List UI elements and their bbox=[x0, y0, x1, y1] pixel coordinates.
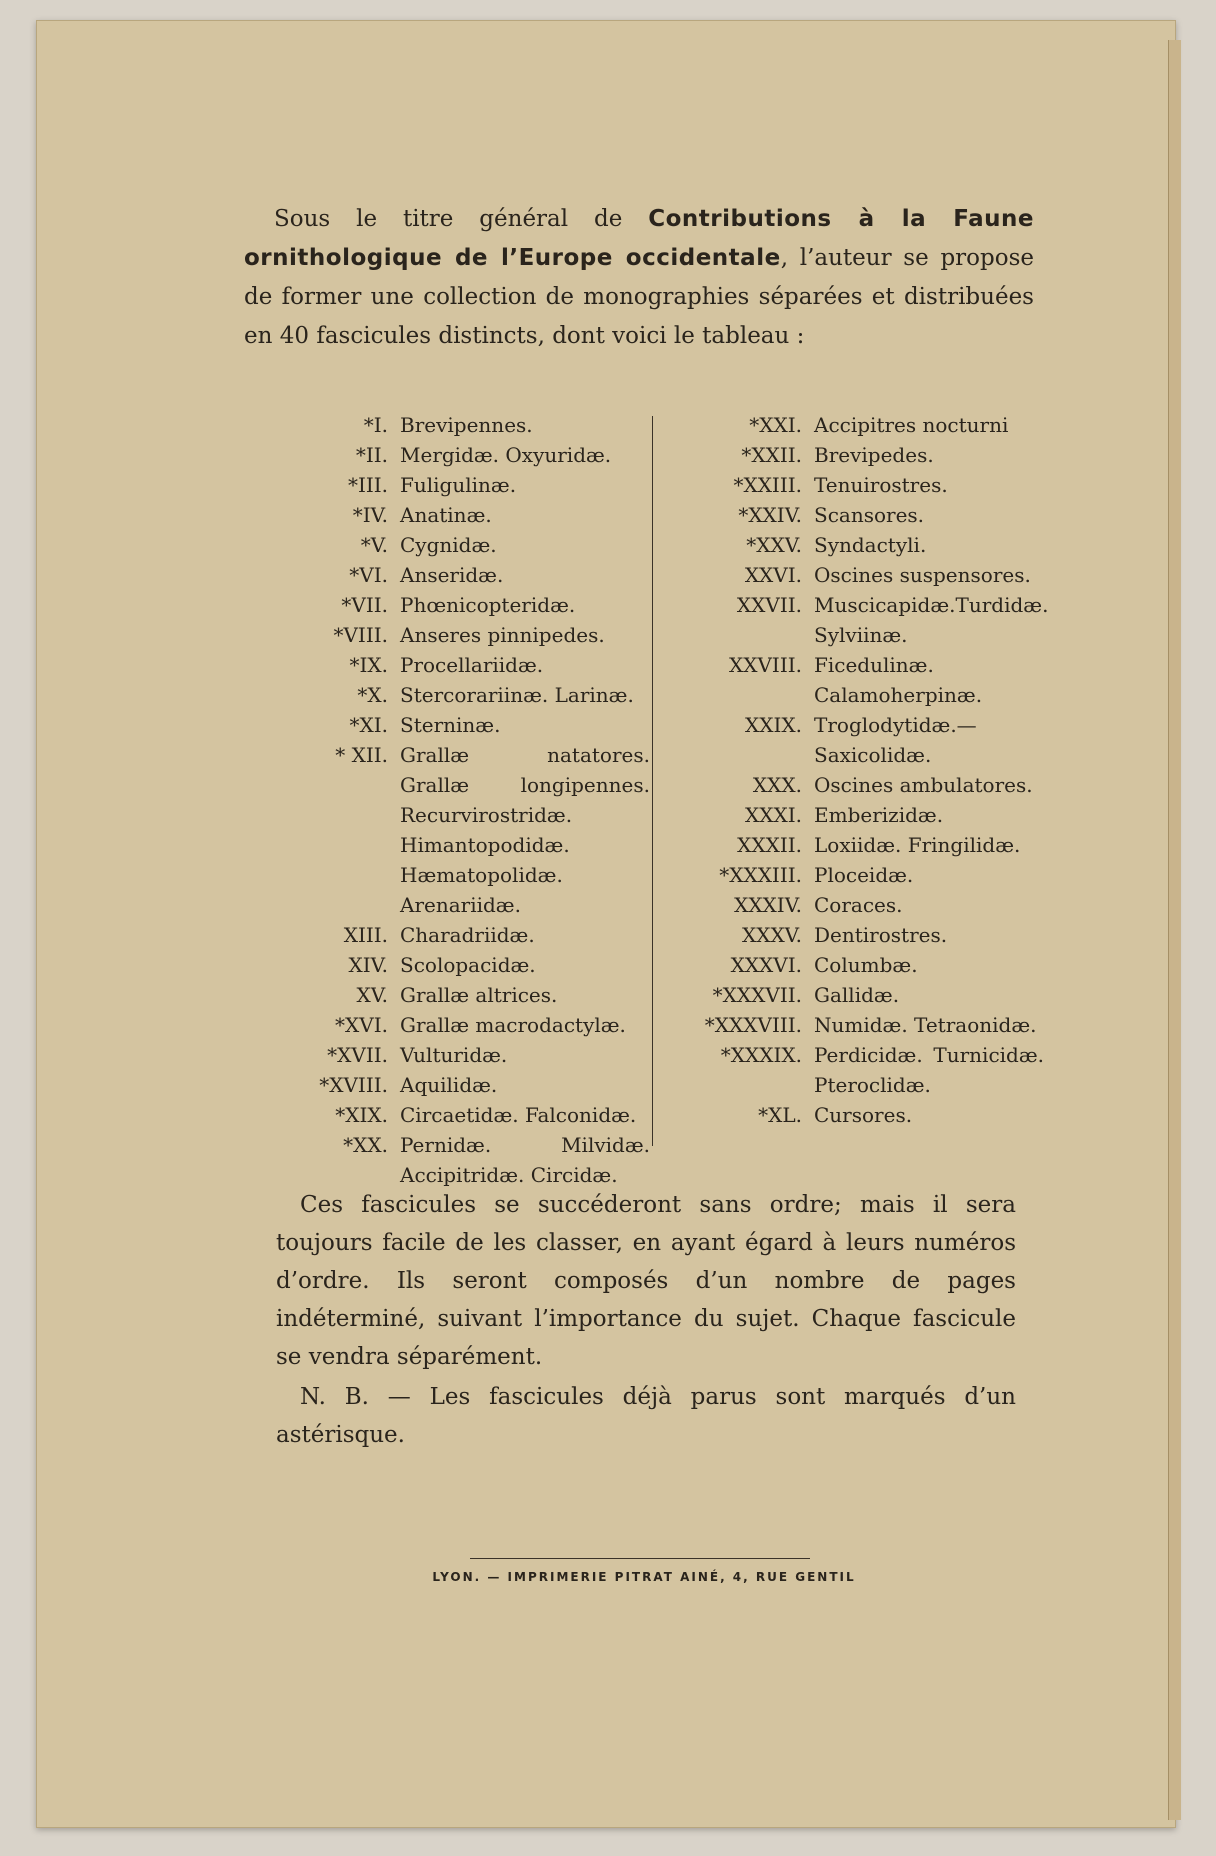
fascicle-number: XV. bbox=[356, 983, 388, 1007]
fascicle-number: *XVII. bbox=[327, 1043, 388, 1067]
fascicle-title: Vulturidæ. bbox=[400, 1043, 508, 1067]
fascicle-number: XXVIII. bbox=[729, 653, 802, 677]
fascicle-title: Loxiidæ. Fringilidæ. bbox=[814, 833, 1021, 857]
fascicle-title: Procellariidæ. bbox=[400, 653, 544, 677]
fascicle-entry bbox=[250, 1070, 650, 1100]
fascicle-number: *VI. bbox=[349, 563, 388, 587]
fascicle-title: Syndactyli. bbox=[814, 533, 927, 557]
fascicle-entry bbox=[668, 890, 1044, 920]
fascicle-title: Accipitres nocturni bbox=[814, 413, 1009, 437]
fascicle-title: Mergidæ. Oxyuridæ. bbox=[400, 443, 612, 467]
nota-bene-paragraph: N. B. — Les fascicules déjà parus sont marqués d’un astérisque. bbox=[276, 1384, 1016, 1448]
fascicle-title: Coraces. bbox=[814, 893, 903, 917]
fascicle-number: XXXVI. bbox=[730, 953, 802, 977]
fascicle-title: Pernidæ. Milvidæ. Accipitridæ. Circidæ. bbox=[400, 1133, 650, 1187]
fascicle-title: Muscicapidæ.Turdidæ. Sylviinæ. bbox=[814, 593, 1049, 647]
fascicle-title: Circaetidæ. Falconidæ. bbox=[400, 1103, 637, 1127]
fascicle-entry bbox=[668, 920, 1044, 950]
fascicle-title: Cursores. bbox=[814, 1103, 913, 1127]
imprint-rule bbox=[470, 1558, 810, 1559]
fascicle-title: Charadriidæ. bbox=[400, 923, 535, 947]
fascicle-entry bbox=[668, 830, 1044, 860]
fascicle-number: *VII. bbox=[341, 593, 388, 617]
fascicle-number: *XXV. bbox=[746, 533, 802, 557]
fascicle-title: Anseres pinnipedes. bbox=[400, 623, 605, 647]
fascicle-number: *XXIII. bbox=[733, 473, 802, 497]
fascicle-number: *XL. bbox=[758, 1103, 802, 1127]
fascicle-number: *XXIV. bbox=[738, 503, 802, 527]
fascicle-title: Grallæ macrodactylæ. bbox=[400, 1013, 626, 1037]
fascicle-title: Fuligulinæ. bbox=[400, 473, 517, 497]
fascicle-entry bbox=[250, 590, 650, 620]
fascicle-title: Ficedulinæ. Calamoherpinæ. bbox=[814, 653, 983, 707]
fascicle-entry bbox=[250, 620, 650, 650]
fascicle-title: Phœnicopteridæ. bbox=[400, 593, 576, 617]
fascicle-entry bbox=[668, 1010, 1044, 1040]
fascicle-entry bbox=[250, 470, 650, 500]
fascicle-entry bbox=[668, 650, 1044, 710]
fascicle-number: XXXI. bbox=[745, 803, 802, 827]
fascicle-number: *XXXVII. bbox=[712, 983, 802, 1007]
fascicle-title: Grallæ natatores. Grallæ longipennes. Recurvirostridæ. Himantopodidæ. Hæmatopolidæ. Arenariidæ. bbox=[400, 743, 650, 917]
fascicle-entry bbox=[668, 590, 1049, 650]
fascicle-title: Sterninæ. bbox=[400, 713, 501, 737]
fascicles-left-column bbox=[250, 410, 650, 1190]
fascicle-entry bbox=[250, 980, 650, 1010]
ordering-paragraph: Ces fascicules se succéderont sans ordre; mais il sera toujours facile de les classer, en ayant égard à leurs numéros d’ordre. Ils seront composés d’un nombre de pages indéterminé, suivant l’importance du sujet. Chaque fascicule se vendra séparément. bbox=[276, 1192, 1016, 1370]
intro-part2: , l’auteur se propose de former une collection de monographies séparées et distribuées en 40 fascicules distincts, dont voici le tableau : bbox=[244, 245, 1035, 349]
fascicle-entry bbox=[250, 650, 650, 680]
fascicle-title: Perdicidæ. Turnicidæ. Pteroclidæ. bbox=[814, 1043, 1044, 1097]
fascicle-title: Ploceidæ. bbox=[814, 863, 914, 887]
fascicle-number: XIV. bbox=[348, 953, 388, 977]
fascicle-number: XXVII. bbox=[736, 593, 802, 617]
page-edge bbox=[1168, 40, 1181, 1820]
fascicle-number: XXIX. bbox=[745, 713, 802, 737]
fascicle-title: Anseridæ. bbox=[400, 563, 504, 587]
fascicle-number: *XX. bbox=[343, 1133, 388, 1157]
fascicle-title: Scansores. bbox=[814, 503, 925, 527]
fascicle-number: * XII. bbox=[335, 743, 388, 767]
fascicle-title: Numidæ. Tetraonidæ. bbox=[814, 1013, 1037, 1037]
fascicle-number: XXX. bbox=[752, 773, 802, 797]
fascicle-number: *XXXVIII. bbox=[704, 1013, 802, 1037]
fascicle-number: *I. bbox=[363, 413, 388, 437]
fascicle-number: *XVIII. bbox=[319, 1073, 388, 1097]
fascicle-entry bbox=[668, 560, 1044, 590]
fascicle-entry bbox=[668, 500, 1044, 530]
fascicle-entry bbox=[250, 950, 650, 980]
fascicle-entry bbox=[668, 1040, 1044, 1100]
fascicle-entry bbox=[668, 950, 1044, 980]
fascicle-title: Brevipedes. bbox=[814, 443, 934, 467]
fascicle-entry bbox=[250, 1100, 650, 1130]
fascicle-title: Gallidæ. bbox=[814, 983, 900, 1007]
fascicle-number: *XIX. bbox=[335, 1103, 388, 1127]
printer-imprint: LYON. — IMPRIMERIE PITRAT AINÉ, 4, RUE GENTIL bbox=[432, 1570, 856, 1584]
fascicle-entry bbox=[250, 680, 650, 710]
fascicle-entry bbox=[668, 800, 1044, 830]
fascicle-title: Tenuirostres. bbox=[814, 473, 948, 497]
fascicle-number: XXXII. bbox=[737, 833, 802, 857]
fascicle-title: Columbæ. bbox=[814, 953, 918, 977]
fascicle-entry bbox=[250, 410, 650, 440]
fascicle-entry bbox=[250, 560, 650, 590]
fascicle-entry bbox=[250, 500, 650, 530]
fascicle-entry bbox=[668, 980, 1044, 1010]
fascicle-number: *XXI. bbox=[749, 413, 802, 437]
intro-part1: Sous le titre général de bbox=[274, 206, 649, 232]
fascicle-number: *XXII. bbox=[741, 443, 802, 467]
fascicle-number: *XXXIII. bbox=[719, 863, 802, 887]
fascicle-entry bbox=[250, 1040, 650, 1070]
fascicle-title: Emberizidæ. bbox=[814, 803, 944, 827]
fascicle-entry bbox=[668, 860, 1044, 890]
fascicle-entry bbox=[250, 1010, 650, 1040]
fascicle-number: *VIII. bbox=[333, 623, 388, 647]
fascicle-entry bbox=[668, 440, 1044, 470]
fascicle-number: XXXIV. bbox=[734, 893, 802, 917]
column-divider bbox=[652, 416, 653, 1146]
fascicle-number: *X. bbox=[357, 683, 388, 707]
fascicle-entry bbox=[668, 410, 1044, 440]
fascicle-entry bbox=[668, 710, 1044, 770]
fascicle-title: Cygnidæ. bbox=[400, 533, 497, 557]
intro-paragraph bbox=[244, 200, 1034, 356]
fascicle-title: Dentirostres. bbox=[814, 923, 948, 947]
fascicle-entry bbox=[250, 740, 650, 920]
fascicle-number: *II. bbox=[355, 443, 388, 467]
fascicle-entry bbox=[668, 530, 1044, 560]
fascicle-number: XXXV. bbox=[741, 923, 802, 947]
fascicle-entry bbox=[250, 710, 650, 740]
fascicle-number: *XVI. bbox=[335, 1013, 388, 1037]
fascicle-title: Scolopacidæ. bbox=[400, 953, 536, 977]
fascicle-title: Aquilidæ. bbox=[400, 1073, 498, 1097]
fascicle-number: *V. bbox=[360, 533, 388, 557]
fascicle-number: *III. bbox=[347, 473, 388, 497]
series-title: Contributions à la Faune ornithologique de l’Europe occidentale bbox=[244, 206, 1034, 271]
fascicles-right-column bbox=[668, 410, 1049, 1130]
fascicle-title: Brevipennes. bbox=[400, 413, 533, 437]
fascicle-entry bbox=[250, 530, 650, 560]
fascicle-number: *IV. bbox=[352, 503, 388, 527]
fascicle-title: Oscines suspensores. bbox=[814, 563, 1031, 587]
fascicle-entry bbox=[668, 1100, 1044, 1130]
fascicle-title: Grallæ altrices. bbox=[400, 983, 558, 1007]
fascicle-entry bbox=[250, 920, 650, 950]
fascicle-entry bbox=[250, 1130, 650, 1190]
fascicle-number: XIII. bbox=[343, 923, 388, 947]
fascicle-number: *XI. bbox=[349, 713, 388, 737]
fascicle-entry bbox=[250, 440, 650, 470]
fascicle-number: XXVI. bbox=[744, 563, 802, 587]
fascicle-title: Stercorariinæ. Larinæ. bbox=[400, 683, 634, 707]
fascicle-entry bbox=[668, 770, 1044, 800]
fascicle-title: Troglodytidæ.—Saxicolidæ. bbox=[814, 713, 977, 767]
fascicle-entry bbox=[668, 470, 1044, 500]
fascicle-number: *IX. bbox=[349, 653, 388, 677]
fascicle-number: *XXXIX. bbox=[720, 1043, 802, 1067]
fascicle-title: Oscines ambulatores. bbox=[814, 773, 1033, 797]
fascicle-title: Anatinæ. bbox=[400, 503, 492, 527]
